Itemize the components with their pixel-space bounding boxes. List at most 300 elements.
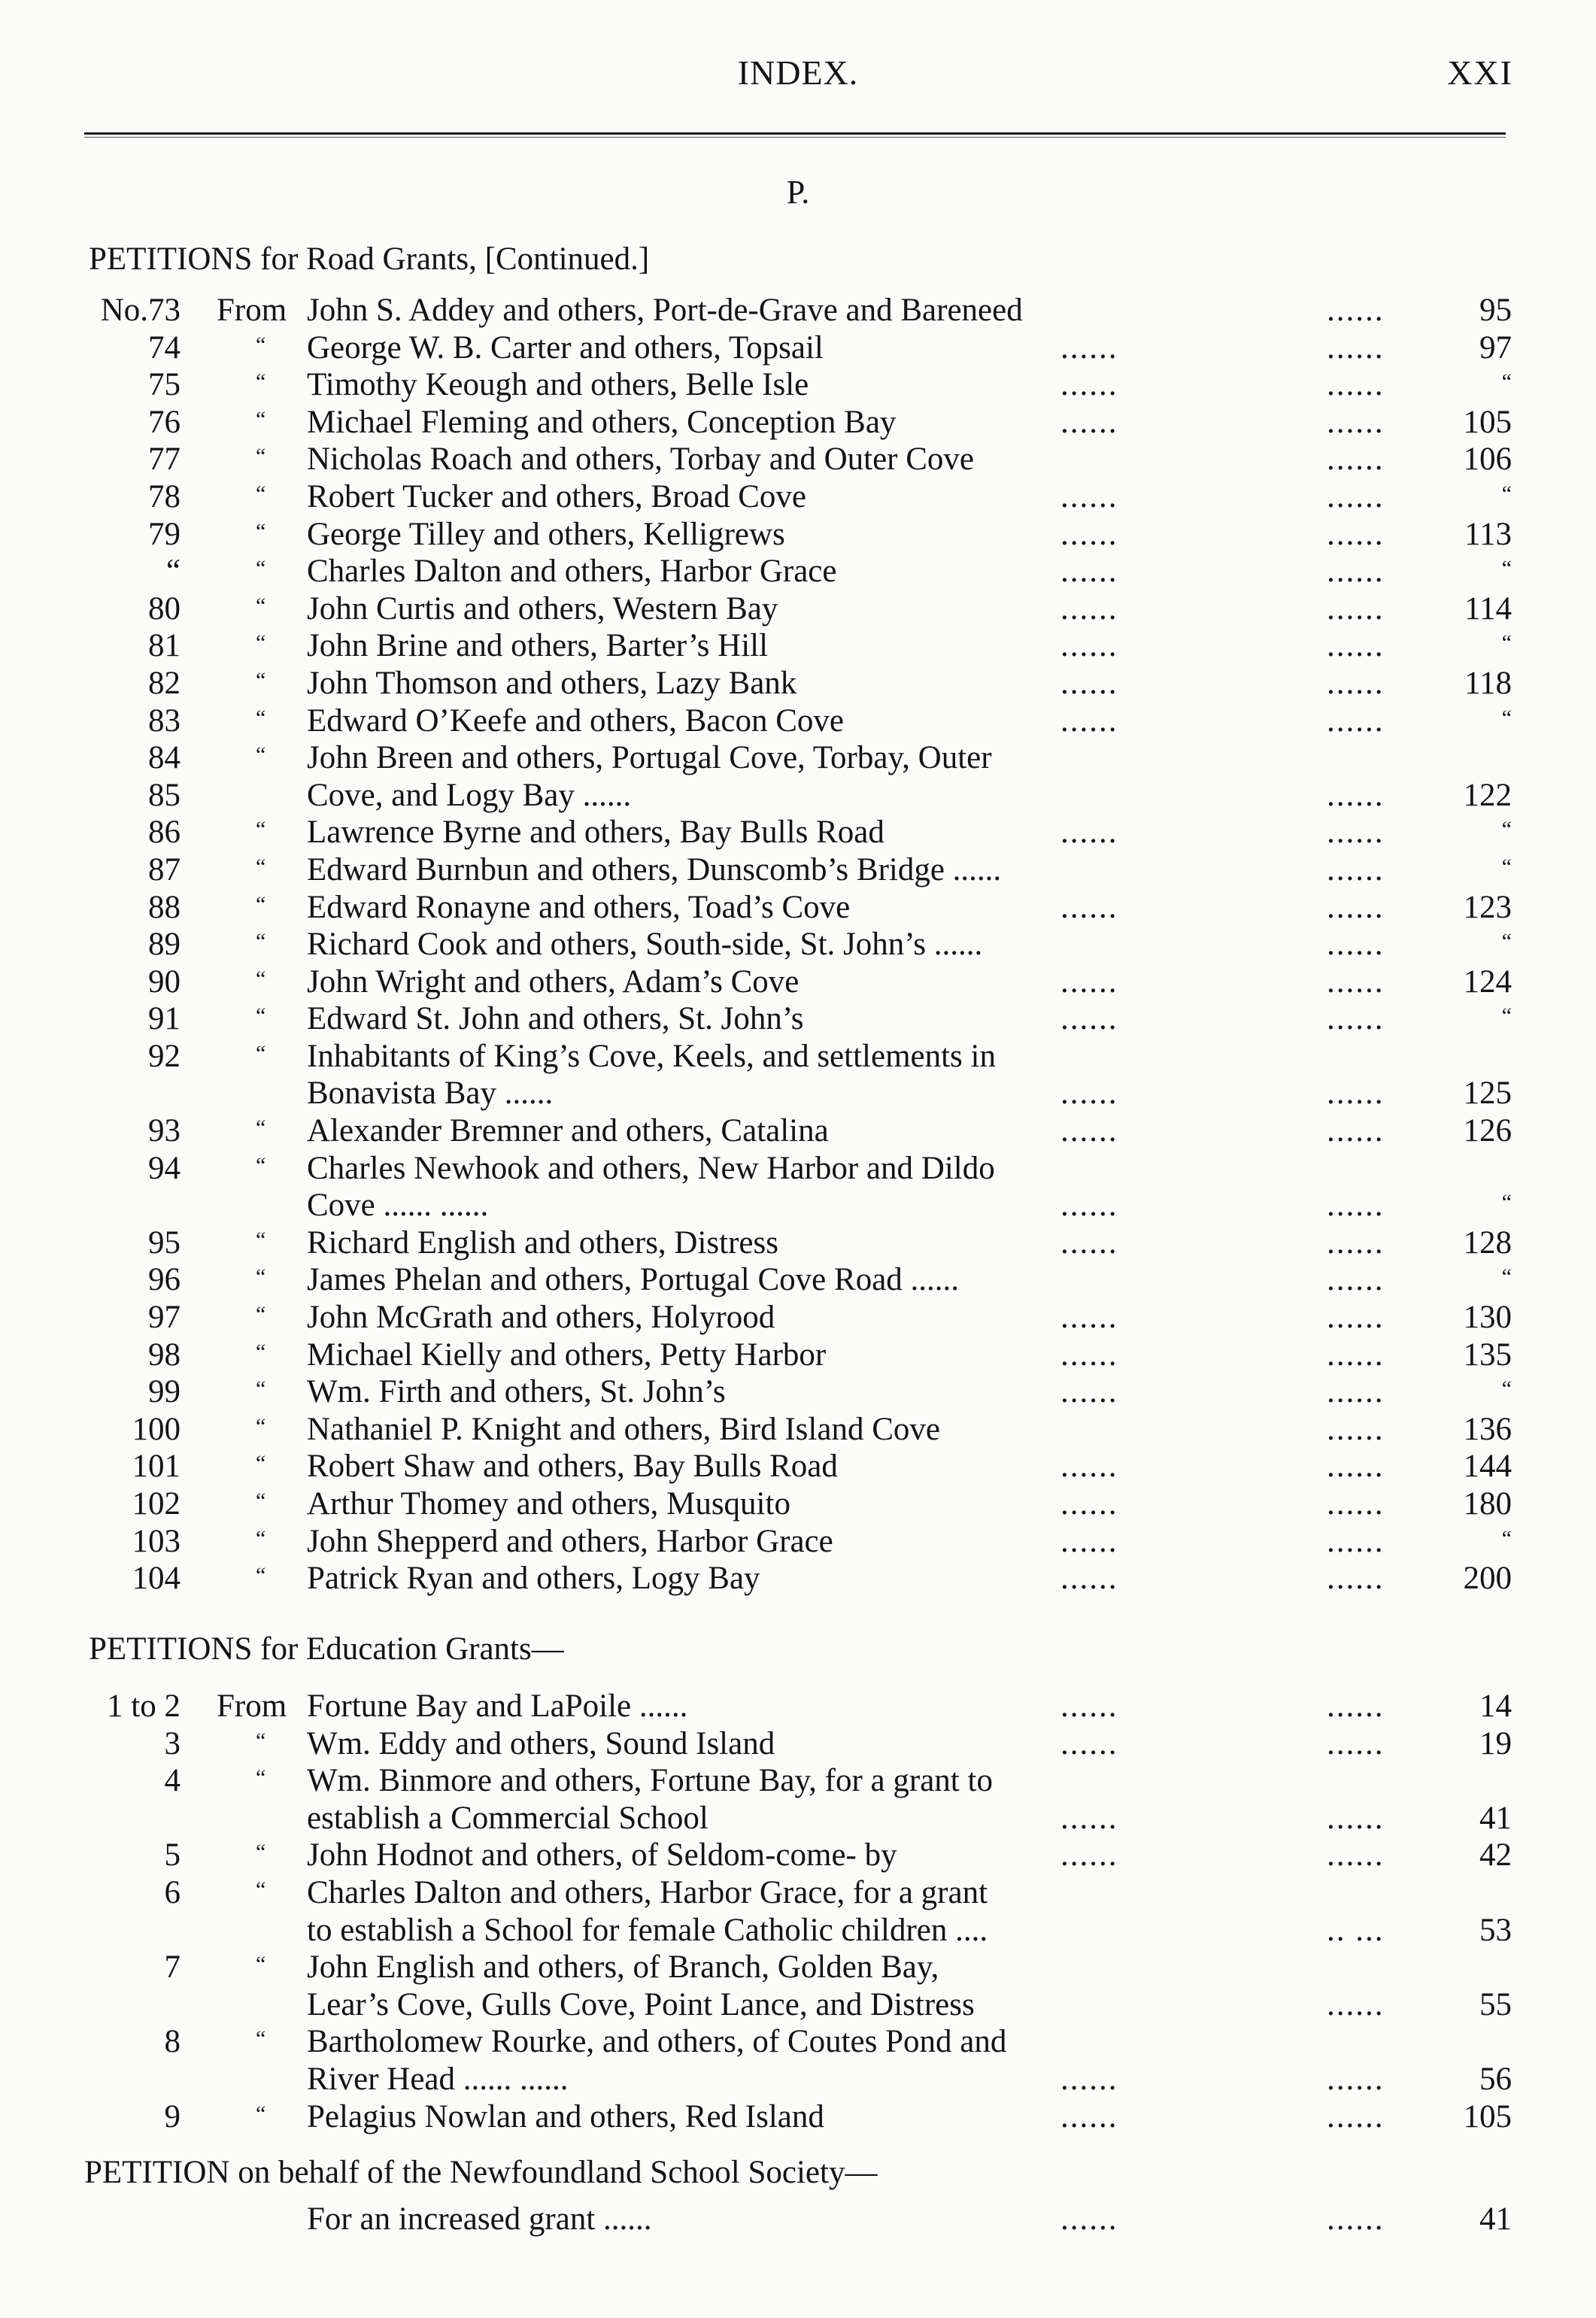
ditto-mark: “ (256, 444, 266, 469)
leader-dots: ...... (1060, 1336, 1118, 1373)
entry-number: 91 (148, 1001, 181, 1037)
entry-page: 105 (1463, 404, 1512, 440)
ditto-mark: “ (256, 518, 266, 544)
leader-dots: ...... (1327, 1374, 1385, 1410)
list-item (0, 1000, 1596, 1038)
leader-dots: ...... (1060, 963, 1118, 1000)
entry-number: 104 (132, 1561, 181, 1597)
leader-dots: ...... (1327, 1411, 1385, 1447)
ditto-mark: “ (256, 1451, 266, 1476)
entry-page: 200 (1463, 1561, 1512, 1597)
list-item (0, 814, 1596, 851)
list-item (0, 1688, 1596, 1725)
entry-page: 135 (1463, 1336, 1512, 1373)
leader-dots: ...... (1327, 889, 1385, 925)
entry-number: 6 (164, 1874, 181, 1910)
entry-number: 1 to 2 (107, 1688, 181, 1724)
leader-dots: ...... (1327, 1113, 1385, 1149)
leader-dots: ...... (1327, 367, 1385, 403)
entry-page: “ (1501, 705, 1512, 730)
leader-dots: ...... (1060, 516, 1118, 552)
leader-dots: ...... (1060, 1725, 1118, 1761)
entry-number: 7 (164, 1949, 181, 1986)
entry-description: Nicholas Roach and others, Torbay and Outer Cove (307, 441, 975, 478)
leader-dots: ...... (1060, 1224, 1118, 1261)
entry-description: Michael Fleming and others, Conception Bay (307, 404, 897, 440)
entry-page: 41 (1479, 1800, 1512, 1836)
header-rule (84, 132, 1506, 135)
leader-dots: ...... (1327, 478, 1385, 514)
ditto-mark: “ (256, 332, 266, 357)
entry-page: “ (1501, 929, 1512, 954)
ditto-mark: “ (256, 891, 266, 917)
list-item (0, 366, 1596, 404)
entry-description: John Brine and others, Barter’s Hill (307, 628, 769, 664)
leader-dots: ...... (1327, 1688, 1385, 1724)
list-item (0, 1986, 1596, 2024)
ditto-mark: “ (256, 1003, 266, 1029)
leader-dots: ...... (1327, 1449, 1385, 1485)
leader-dots: ...... (1060, 1113, 1118, 1149)
list-item (0, 441, 1596, 478)
leader-dots: ...... (1060, 1449, 1118, 1485)
ditto-mark: “ (256, 1227, 266, 1252)
leader-dots: ...... (1060, 2201, 1118, 2237)
list-item (0, 1523, 1596, 1561)
entry-from: From (217, 293, 287, 328)
society-list (0, 2201, 1596, 2238)
education-grants-list (0, 1688, 1596, 2135)
page-number: XXI (1447, 53, 1513, 92)
leader-dots: ...... (1327, 851, 1385, 887)
ditto-mark: “ (256, 1840, 266, 1865)
entry-number: 93 (148, 1113, 181, 1149)
entry-page: “ (1501, 481, 1512, 506)
leader-dots: ...... (1060, 1188, 1118, 1224)
leader-dots: ...... (1327, 665, 1385, 701)
entry-number: 3 (164, 1725, 181, 1761)
list-item (0, 1373, 1596, 1411)
leader-dots: ...... (1060, 889, 1118, 925)
entry-page: 106 (1463, 441, 1512, 478)
entry-description: John Thomson and others, Lazy Bank (307, 665, 797, 701)
ditto-mark: “ (256, 854, 266, 879)
list-item (0, 1112, 1596, 1150)
leader-dots: ...... (1060, 554, 1118, 590)
ditto-mark: “ (256, 556, 266, 581)
leader-dots: ...... (1327, 1188, 1385, 1224)
entry-description: Inhabitants of King’s Cove, Keels, and settlements in (307, 1038, 996, 1074)
entry-description: establish a Commercial School (307, 1800, 708, 1836)
leader-dots: ...... (1327, 1523, 1385, 1559)
entry-description: John Shepperd and others, Harbor Grace (307, 1523, 833, 1559)
leader-dots: ...... (1327, 815, 1385, 851)
entry-number: 8 (164, 2024, 181, 2060)
entry-description: For an increased grant ...... (307, 2201, 652, 2237)
entry-number: 97 (148, 1300, 181, 1336)
ditto-mark: “ (256, 1302, 266, 1327)
leader-dots: ...... (1327, 1837, 1385, 1874)
entry-number: No.73 (100, 293, 181, 328)
list-item (0, 478, 1596, 516)
entry-description: Timothy Keough and others, Belle Isle (307, 367, 809, 403)
society-heading: PETITION on behalf of the Newfoundland School Society— (84, 2155, 878, 2190)
leader-dots: ...... (1060, 1837, 1118, 1874)
ditto-mark: “ (256, 1264, 266, 1290)
entry-page: 53 (1479, 1912, 1512, 1948)
leader-dots: ...... (1327, 702, 1385, 739)
leader-dots: ...... (1327, 1076, 1385, 1112)
list-item (0, 963, 1596, 1001)
entry-description: Charles Dalton and others, Harbor Grace (307, 554, 837, 590)
entry-page: “ (1501, 1525, 1512, 1551)
list-item (0, 1075, 1596, 1112)
leader-dots: ...... (1327, 329, 1385, 366)
leader-dots: ...... (1060, 478, 1118, 514)
list-item (0, 665, 1596, 702)
list-item (0, 926, 1596, 963)
entry-page: 113 (1464, 516, 1512, 552)
ditto-mark: “ (256, 1877, 266, 1902)
leader-dots: ...... (1327, 441, 1385, 478)
ditto-mark: “ (256, 1952, 266, 1977)
ditto-mark: “ (256, 1728, 266, 1753)
entry-description: Cove, and Logy Bay ...... (307, 777, 632, 813)
entry-page: 97 (1479, 329, 1512, 366)
entry-description: Patrick Ryan and others, Logy Bay (307, 1561, 760, 1597)
leader-dots: ...... (1060, 1374, 1118, 1410)
entry-number: 75 (148, 367, 181, 403)
leader-dots: ...... (1060, 1561, 1118, 1597)
leader-dots: ...... (1327, 1336, 1385, 1373)
ditto-mark: “ (256, 2101, 266, 2126)
entry-page: 136 (1463, 1411, 1512, 1447)
leader-dots: ...... (1327, 927, 1385, 963)
list-item (0, 1038, 1596, 1076)
entry-page: “ (1501, 369, 1512, 395)
leader-dots: ...... (1327, 554, 1385, 590)
entry-page: “ (1501, 1190, 1512, 1215)
entry-description: Robert Tucker and others, Broad Cove (307, 478, 807, 514)
entry-number: 80 (148, 590, 181, 627)
list-item (0, 851, 1596, 889)
entry-page: 124 (1463, 963, 1512, 1000)
entry-description: John McGrath and others, Holyrood (307, 1300, 775, 1336)
entry-number: 79 (148, 516, 181, 552)
entry-description: John Breen and others, Portugal Cove, Torbay, Outer (307, 740, 992, 776)
entry-number: 82 (148, 665, 181, 701)
ditto-mark: “ (256, 481, 266, 506)
list-item (0, 1224, 1596, 1262)
entry-number: 77 (148, 441, 181, 478)
list-item (0, 1560, 1596, 1597)
leader-dots: ...... (1060, 1800, 1118, 1836)
entry-page: 56 (1479, 2061, 1512, 2097)
entry-description: Richard English and others, Distress (307, 1224, 778, 1261)
list-item (0, 1411, 1596, 1449)
list-item (0, 627, 1596, 665)
section-letter: P. (786, 174, 810, 211)
entry-description: Michael Kielly and others, Petty Harbor (307, 1336, 827, 1373)
entry-description: Charles Newhook and others, New Harbor and Dildo (307, 1150, 995, 1186)
leader-dots: ...... (1327, 516, 1385, 552)
ditto-mark: “ (256, 1488, 266, 1513)
entry-page: “ (1501, 1003, 1512, 1029)
leader-dots: ...... (1060, 1300, 1118, 1336)
entry-description: Edward St. John and others, St. John’s (307, 1001, 804, 1037)
header-rule-thin (84, 137, 1506, 138)
entry-description: John English and others, of Branch, Golden Bay, (307, 1949, 939, 1986)
road-grants-list (0, 292, 1596, 1597)
ditto-mark: “ (256, 705, 266, 730)
ditto-mark: “ (256, 817, 266, 842)
ditto-mark: “ (256, 667, 266, 693)
leader-dots: ...... (1327, 1300, 1385, 1336)
leader-dots: ...... (1060, 2061, 1118, 2097)
leader-dots: ...... (1327, 2098, 1385, 2134)
list-item (0, 889, 1596, 927)
entry-number: 94 (148, 1150, 181, 1186)
leader-dots: ...... (1327, 590, 1385, 627)
entry-page: “ (1501, 630, 1512, 656)
leader-dots: ...... (1060, 329, 1118, 366)
entry-number: 101 (132, 1449, 181, 1485)
entry-description: Bartholomew Rourke, and others, of Coutes Pond and (307, 2024, 1007, 2060)
entry-description: Wm. Binmore and others, Fortune Bay, for a grant to (307, 1763, 993, 1799)
entry-description: James Phelan and others, Portugal Cove Road ...... (307, 1262, 960, 1298)
entry-page: 130 (1463, 1300, 1512, 1336)
list-item (0, 1485, 1596, 1523)
entry-description: John S. Addey and others, Port-de-Grave and Bareneed (307, 293, 1023, 328)
entry-page: 105 (1463, 2098, 1512, 2134)
leader-dots: ...... (1327, 2201, 1385, 2237)
entry-description: Lawrence Byrne and others, Bay Bulls Road (307, 815, 884, 851)
list-item (0, 590, 1596, 628)
entry-description: Nathaniel P. Knight and others, Bird Island Cove (307, 1411, 940, 1447)
entry-number: 87 (148, 851, 181, 887)
entry-description: Pelagius Nowlan and others, Red Island (307, 2098, 824, 2134)
list-item (0, 2098, 1596, 2136)
leader-dots: ...... (1060, 590, 1118, 627)
entry-description: Edward O’Keefe and others, Bacon Cove (307, 702, 845, 739)
entry-description: River Head ...... ...... (307, 2061, 569, 2097)
entry-number: 85 (148, 777, 181, 813)
list-item (0, 516, 1596, 554)
ditto-mark: “ (256, 1765, 266, 1791)
entry-number: 102 (132, 1486, 181, 1522)
entry-page: “ (1501, 817, 1512, 842)
entry-page: 123 (1463, 889, 1512, 925)
entry-number: 76 (148, 404, 181, 440)
entry-number: 88 (148, 889, 181, 925)
entry-page: “ (1501, 854, 1512, 879)
leader-dots: ...... (1327, 1986, 1385, 2022)
entry-description: Fortune Bay and LaPoile ...... (307, 1688, 688, 1724)
entry-description: George W. B. Carter and others, Topsail (307, 329, 824, 366)
list-item (0, 739, 1596, 777)
entry-number: 83 (148, 702, 181, 739)
entry-description: Edward Ronayne and others, Toad’s Cove (307, 889, 851, 925)
leader-dots: ...... (1060, 628, 1118, 664)
entry-number: 81 (148, 628, 181, 664)
ditto-mark: “ (256, 742, 266, 768)
entry-page: 42 (1479, 1837, 1512, 1874)
ditto-mark: “ (256, 1339, 266, 1364)
entry-description: Wm. Firth and others, St. John’s (307, 1374, 726, 1410)
entry-page: “ (1501, 1376, 1512, 1402)
entry-number: 9 (164, 2098, 181, 2134)
list-item (0, 1800, 1596, 1837)
leader-dots: ...... (1327, 1800, 1385, 1836)
ditto-mark: “ (256, 1115, 266, 1141)
leader-dots: ...... (1060, 665, 1118, 701)
list-item (0, 777, 1596, 815)
entry-description: Bonavista Bay ...... (307, 1076, 554, 1112)
list-item (0, 329, 1596, 367)
entry-number: 5 (164, 1837, 181, 1874)
leader-dots: ...... (1060, 1486, 1118, 1522)
leader-dots: ...... (1060, 702, 1118, 739)
entry-page: 55 (1479, 1986, 1512, 2022)
entry-description: to establish a School for female Catholic children .... (307, 1912, 988, 1948)
ditto-mark: “ (256, 593, 266, 618)
list-item (0, 1762, 1596, 1800)
ditto-mark: “ (256, 1413, 266, 1439)
leader-dots: ...... (1327, 1262, 1385, 1298)
ditto-mark: “ (256, 1152, 266, 1178)
entry-page: 180 (1463, 1486, 1512, 1522)
list-item (0, 1150, 1596, 1188)
entry-page: 125 (1463, 1076, 1512, 1112)
entry-page: 122 (1463, 777, 1512, 813)
list-item (0, 292, 1596, 329)
list-item (0, 553, 1596, 590)
list-item (0, 2023, 1596, 2061)
entry-number: 74 (148, 329, 181, 366)
entry-description: John Curtis and others, Western Bay (307, 590, 778, 627)
list-item (0, 1336, 1596, 1374)
list-item (0, 1299, 1596, 1336)
entry-page: “ (1501, 556, 1512, 581)
ditto-mark: “ (256, 1525, 266, 1551)
ditto-mark: “ (256, 1563, 266, 1588)
ditto-mark: “ (256, 929, 266, 954)
leader-dots: ...... (1327, 293, 1385, 328)
entry-number: 98 (148, 1336, 181, 1373)
leader-dots: ...... (1327, 2061, 1385, 2097)
leader-dots: ...... (1060, 2098, 1118, 2134)
entry-number: 92 (148, 1038, 181, 1074)
entry-page: 19 (1479, 1725, 1512, 1761)
leader-dots: ...... (1060, 404, 1118, 440)
entry-number: “ (165, 554, 181, 590)
leader-dots: ...... (1060, 1001, 1118, 1037)
list-item (0, 1187, 1596, 1224)
entry-description: Edward Burnbun and others, Dunscomb’s Bridge ...... (307, 851, 1002, 887)
list-item (0, 702, 1596, 740)
ditto-mark: “ (256, 406, 266, 432)
running-header (0, 53, 1596, 98)
ditto-mark: “ (256, 2026, 266, 2052)
leader-dots: ...... (1327, 1486, 1385, 1522)
list-item (0, 404, 1596, 441)
ditto-mark: “ (256, 630, 266, 656)
leader-dots: ...... (1060, 815, 1118, 851)
leader-dots: ...... (1327, 1725, 1385, 1761)
entry-page: 128 (1463, 1224, 1512, 1261)
entry-description: Richard Cook and others, South-side, St. John’s ...... (307, 927, 983, 963)
leader-dots: ...... (1060, 367, 1118, 403)
entry-number: 96 (148, 1262, 181, 1298)
entry-number: 95 (148, 1224, 181, 1261)
entry-description: John Hodnot and others, of Seldom-come- by (307, 1837, 897, 1874)
list-item (0, 1725, 1596, 1763)
list-item (0, 2201, 1596, 2238)
leader-dots: ...... (1327, 1001, 1385, 1037)
leader-dots: ...... (1327, 1224, 1385, 1261)
entry-number: 78 (148, 478, 181, 514)
entry-description: Cove ...... ...... (307, 1188, 489, 1224)
ditto-mark: “ (256, 966, 266, 991)
entry-page: 144 (1463, 1449, 1512, 1485)
entry-description: Robert Shaw and others, Bay Bulls Road (307, 1449, 838, 1485)
leader-dots: ...... (1327, 628, 1385, 664)
leader-dots: ...... (1327, 777, 1385, 813)
entry-page: 41 (1479, 2201, 1512, 2237)
entry-number: 89 (148, 927, 181, 963)
entry-number: 99 (148, 1374, 181, 1410)
entry-description: Arthur Thomey and others, Musquito (307, 1486, 790, 1522)
leader-dots: ...... (1327, 963, 1385, 1000)
entry-from: From (217, 1688, 287, 1724)
leader-dots: ...... (1060, 1076, 1118, 1112)
education-grants-heading: PETITIONS for Education Grants— (89, 1631, 564, 1667)
list-item (0, 2061, 1596, 2098)
entry-page: 118 (1464, 665, 1512, 701)
leader-dots: ...... (1060, 1688, 1118, 1724)
entry-number: 90 (148, 963, 181, 1000)
list-item (0, 1874, 1596, 1912)
entry-description: Wm. Eddy and others, Sound Island (307, 1725, 775, 1761)
leader-dots: ...... (1327, 404, 1385, 440)
entry-description: John Wright and others, Adam’s Cove (307, 963, 800, 1000)
entry-page: 14 (1479, 1688, 1512, 1724)
entry-number: 86 (148, 815, 181, 851)
entry-number: 84 (148, 740, 181, 776)
header-title: INDEX. (737, 53, 859, 92)
entry-page: 126 (1463, 1113, 1512, 1149)
list-item (0, 1448, 1596, 1485)
leader-dots: ...... (1327, 1561, 1385, 1597)
entry-number: 4 (164, 1763, 181, 1799)
entry-description: Alexander Bremner and others, Catalina (307, 1113, 829, 1149)
list-item (0, 1261, 1596, 1299)
list-item (0, 1949, 1596, 1986)
entry-page: 95 (1479, 293, 1512, 328)
entry-number: 103 (132, 1523, 181, 1559)
leader-dots: ...... (1060, 1523, 1118, 1559)
list-item (0, 1837, 1596, 1874)
leader-dots: .. ... (1327, 1912, 1385, 1948)
entry-page: 114 (1464, 590, 1512, 627)
entry-description: Lear’s Cove, Gulls Cove, Point Lance, and Distress (307, 1986, 975, 2022)
ditto-mark: “ (256, 369, 266, 395)
entry-description: Charles Dalton and others, Harbor Grace, for a grant (307, 1874, 988, 1910)
ditto-mark: “ (256, 1376, 266, 1402)
entry-number: 100 (132, 1411, 181, 1447)
entry-page: “ (1501, 1264, 1512, 1290)
entry-description: George Tilley and others, Kelligrews (307, 516, 785, 552)
